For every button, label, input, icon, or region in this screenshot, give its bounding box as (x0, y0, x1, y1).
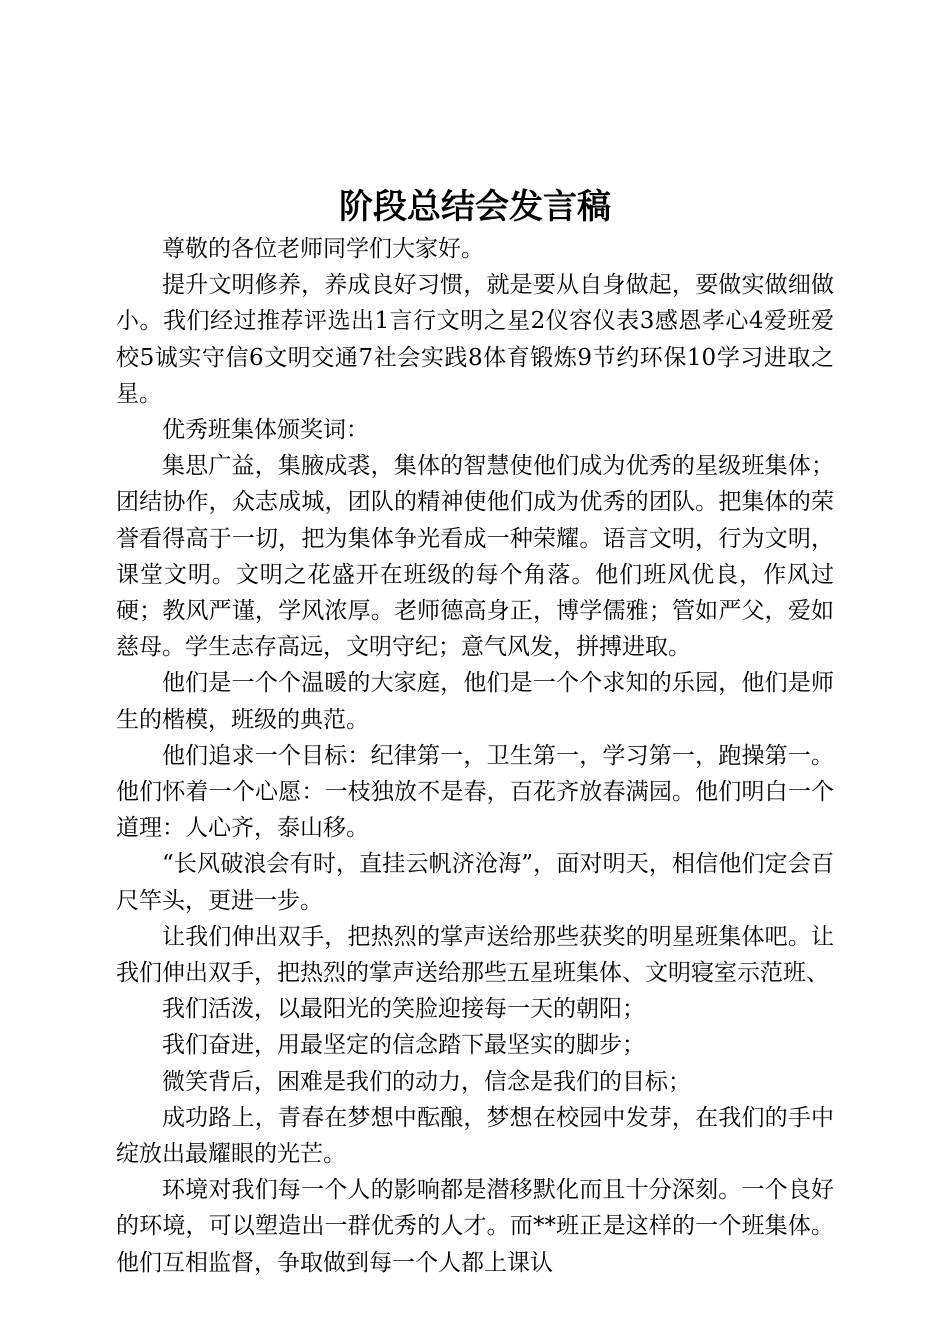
document-body (116, 231, 834, 1281)
paragraph: “长风破浪会有时，直挂云帆济沧海”，面对明天，相信他们定会百尺竿头，更进一步。 (116, 851, 834, 914)
paragraph: 我们奋进，用最坚定的信念踏下最坚实的脚步； (162, 1032, 645, 1059)
paragraph: 提升文明修养，养成良好习惯，就是要从自身做起，要做实做细做小。我们经过推荐评选出1言行文明之星2仪容仪表3感恩孝心4爱班爱校5诚实守信6文明交通7社会实践8体育锻炼9节约环保10学习进取之星。 (116, 272, 834, 407)
document-title: 阶段总结会发言稿 (339, 187, 611, 227)
paragraph: 他们追求一个目标：纪律第一，卫生第一，学习第一，跑操第一。他们怀着一个心愿：一枝独放不是春，百花齐放春满园。他们明白一个道理：人心齐，泰山移。 (116, 742, 834, 842)
paragraph: 成功路上，青春在梦想中酝酿，梦想在校园中发芽，在我们的手中绽放出最耀眼的光芒。 (116, 1104, 834, 1168)
paragraph: 让我们伸出双手，把热烈的掌声送给那些获奖的明星班集体吧。让我们伸出双手，把热烈的掌声送给那些五星班集体、文明寝室示范班、 (116, 923, 834, 987)
paragraph: 微笑背后，困难是我们的动力，信念是我们的目标； (162, 1068, 691, 1095)
paragraph: 环境对我们每一个人的影响都是潜移默化而且十分深刻。一个良好的环境，可以塑造出一群优秀的人才。而**班正是这样的一个班集体。他们互相监督，争取做到每一个人都上课认 (116, 1177, 834, 1276)
paragraph: 集思广益，集腋成裘，集体的智慧使他们成为优秀的星级班集体；团结协作，众志成城，团队的精神使他们成为优秀的团队。把集体的荣誉看得高于一切，把为集体争光看成一种荣耀。语言文明，行为文明，课堂文明。文明之花盛开在班级的每个角落。他们班风优良，作风过硬；教风严谨，学风浓厚。老师德高身正，博学儒雅；管如严父，爱如慈母。学生志存高远，文明守纪；意气风发，拼搏进取。 (116, 453, 834, 661)
paragraph: 我们活泼，以最阳光的笑脸迎接每一天的朝阳； (162, 996, 645, 1023)
paragraph: 他们是一个个温暖的大家庭，他们是一个个求知的乐园，他们是师生的楷模，班级的典范。 (116, 670, 834, 733)
paragraph: 优秀班集体颁奖词： (162, 417, 369, 444)
paragraph: 尊敬的各位老师同学们大家好。 (162, 236, 484, 262)
